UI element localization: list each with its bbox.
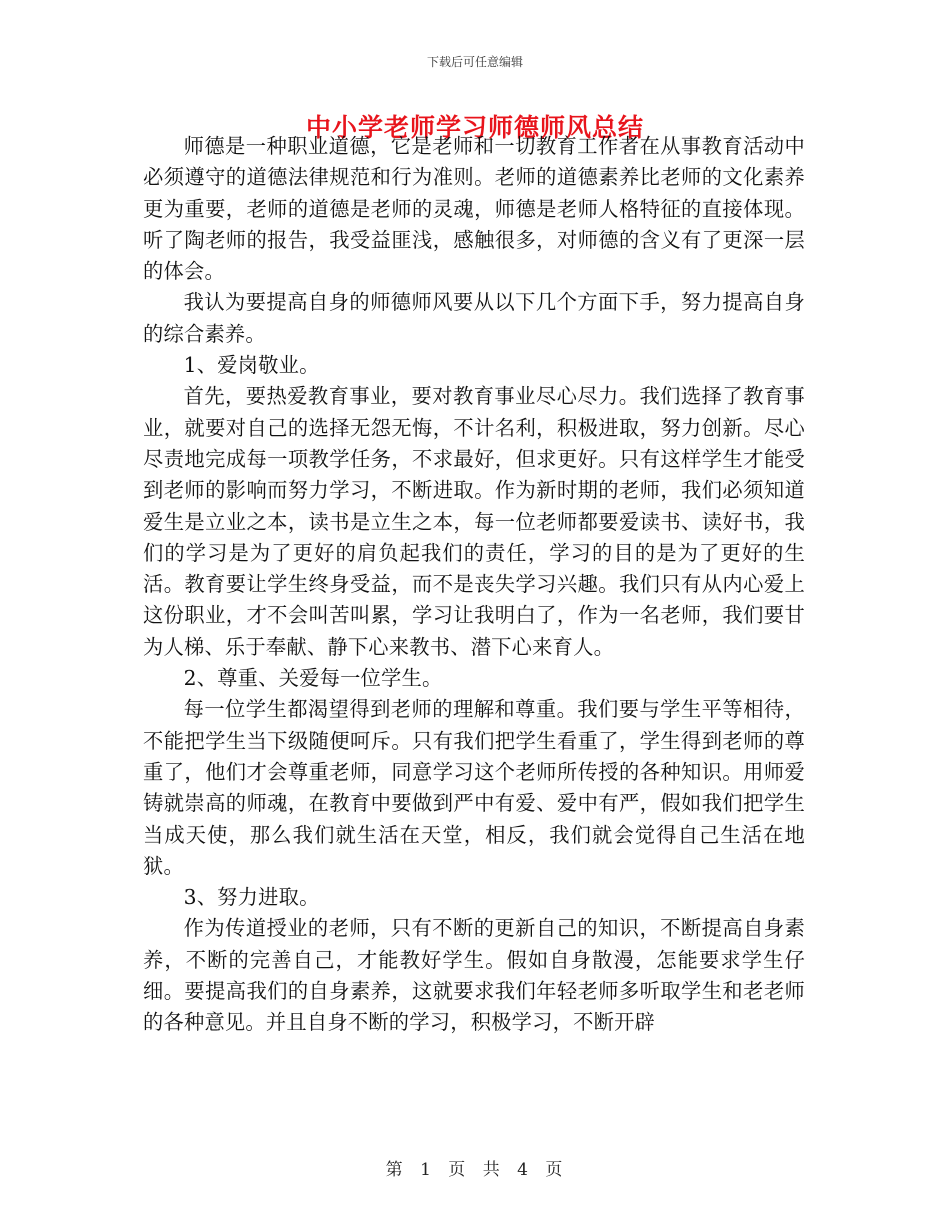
footer-total-pages: 4 [517, 1160, 530, 1180]
footer-suffix: 页 [545, 1160, 565, 1180]
paragraph: 每一位学生都渴望得到老师的理解和尊重。我们要与学生平等相待，不能把学生当下级随便呵斥。只有我们把学生看重了，学生得到老师的尊重了，他们才会尊重老师，同意学习这个老师所传授的各种知识。用师爱铸就崇高的师魂，在教育中要做到严中有爱、爱中有严，假如我们把学生当成天使，那么我们就生活在天堂，相反，我们就会觉得自己生活在地狱。 [143, 697, 805, 878]
paragraph: 首先，要热爱教育事业，要对教育事业尽心尽力。我们选择了教育事业，就要对自己的选择无怨无悔，不计名利，积极进取，努力创新。尽心尽责地完成每一项教学任务，不求最好，但求更好。只有这样学生才能受到老师的影响而努力学习，不断进取。作为新时期的老师，我们必须知道爱生是立业之本，读书是立生之本，每一位老师都要爱读书、读好书，我们的学习是为了更好的肩负起我们的责任，学习的目的是为了更好的生活。教育要让学生终身受益，而不是丧失学习兴趣。我们只有从内心爱上这份职业，才不会叫苦叫累，学习让我明白了，作为一名老师，我们要甘为人梯、乐于奉献、静下心来教书、潜下心来育人。 [143, 384, 805, 659]
paragraph: 作为传道授业的老师，只有不断的更新自己的知识，不断提高自身素养，不断的完善自己，才能教好学生。假如自身散漫，怎能要求学生仔细。要提高我们的自身素养，这就要求我们年轻老师多听取学生和老老师的各种意见。并且自身不断的学习，积极学习，不断开辟 [143, 916, 805, 1035]
paragraph: 师德是一种职业道德，它是老师和一切教育工作者在从事教育活动中必须遵守的道德法律规范和行为准则。老师的道德素养比老师的文化素养更为重要，老师的道德是老师的灵魂，师德是老师人格特征的直接体现。听了陶老师的报告，我受益匪浅，感触很多，对师德的含义有了更深一层的体会。 [143, 134, 805, 284]
footer-total-word: 共 [482, 1160, 502, 1180]
section-heading: 2、尊重、关爱每一位学生。 [183, 666, 443, 691]
document-body [143, 131, 805, 1039]
document-title: 中小学老师学习师德师风总结 [305, 113, 644, 142]
paragraph: 我认为要提高自身的师德师风要从以下几个方面下手，努力提高自身的综合素养。 [143, 290, 805, 346]
page-footer [0, 1155, 950, 1180]
section-heading: 1、爱岗敬业。 [183, 353, 320, 378]
footer-page-word: 页 [448, 1160, 468, 1180]
footer-prefix: 第 [385, 1160, 405, 1180]
section-heading: 3、努力进取。 [183, 885, 320, 910]
footer-current-page: 1 [420, 1160, 433, 1180]
header-note: 下载后可任意编辑 [426, 55, 523, 69]
